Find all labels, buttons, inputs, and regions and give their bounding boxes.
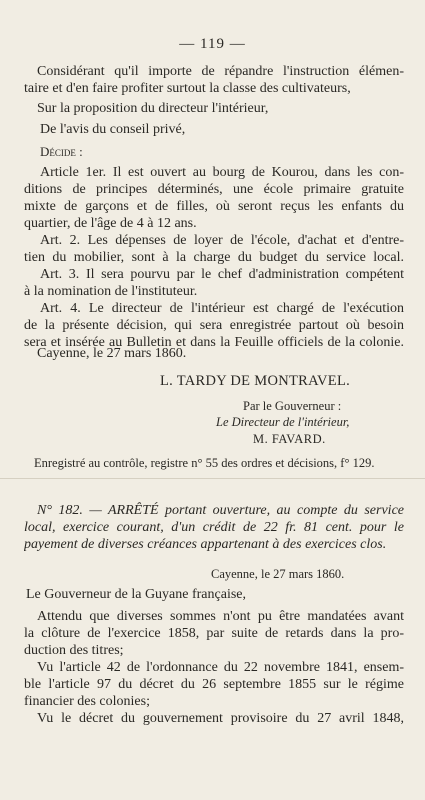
body-line-7: Vu le décret du gouvernement provisoire du 27 avril 1848, (37, 711, 404, 726)
decree-1-date: Cayenne, le 27 mars 1860. (37, 346, 187, 361)
article-4-line-1: Art. 4. Le directeur de l'intérieur est chargé de l'exécution (40, 301, 404, 316)
decide-line: Décide : (40, 144, 83, 159)
body-line-4: Vu l'article 42 de l'ordonnance du 22 novembre 1841, ensem- (37, 660, 404, 675)
article-2-line-1: Art. 2. Les dépenses de loyer de l'école, d'achat et d'entre- (40, 233, 404, 248)
arrete-title-line-3: payement de diverses créances appartenant à des exercices clos. (24, 537, 387, 552)
section-divider (0, 478, 425, 479)
arrete-title-line-2: local, exercice courant, d'un crédit de 22 fr. 81 cent. pour le (24, 520, 404, 535)
arrete-title-line-1: N° 182. — ARRÊTÉ portant ouverture, au compte du service (37, 503, 404, 518)
article-3-line-1: Art. 3. Il sera pourvu par le chef d'administration compétent (40, 267, 404, 282)
body-line-6: financier des colonies; (24, 694, 150, 709)
article-1-line-3: mixte de garçons et de filles, où seront reçus les enfants du (24, 199, 404, 214)
article-4-line-2: de la présente décision, qui sera enregistrée partout où besoin (24, 318, 404, 333)
considerant-line-2: taire et d'en faire profiter surtout la classe des cultivateurs, (24, 81, 351, 96)
article-1-line-4: quartier, de l'âge de 4 à 12 ans. (24, 216, 197, 231)
proposition-line: Sur la proposition du directeur l'intérieur, (37, 101, 269, 116)
page-number: — 119 — (179, 36, 246, 52)
article-1-line-2: ditions de principes déterminés, une école primaire gratuite (24, 182, 404, 197)
body-line-1: Attendu que diverses sommes n'ont pu être mandatées avant (37, 609, 404, 624)
favard-signature: M. FAVARD. (253, 432, 326, 446)
directeur-interieur: Le Directeur de l'intérieur, (216, 415, 350, 429)
article-2-line-2: tien du mobilier, sont à la charge du budget du service local. (24, 250, 404, 265)
body-line-3: duction des titres; (24, 643, 124, 658)
article-3-line-2: à la nomination de l'instituteur. (24, 284, 198, 299)
governor-line: Le Gouverneur de la Guyane française, (26, 587, 247, 602)
body-line-2: la clôture de l'exercice 1858, par suite de retards dans la pro- (24, 626, 404, 641)
par-le-gouverneur: Par le Gouverneur : (243, 399, 342, 413)
registration-line: Enregistré au contrôle, registre n° 55 des ordres et décisions, f° 129. (34, 456, 375, 470)
article-4-line-3: sera et insérée au Bulletin et dans la Feuille officiels de la colonie. (24, 335, 404, 350)
signatory: L. TARDY DE MONTRAVEL. (160, 373, 351, 389)
avis-line: De l'avis du conseil privé, (40, 122, 186, 137)
article-1-line-1: Article 1er. Il est ouvert au bourg de Kourou, dans les con- (40, 165, 404, 180)
decree-2-date: Cayenne, le 27 mars 1860. (211, 567, 345, 581)
body-line-5: ble l'article 97 du décret du 26 septembre 1855 sur le régime (24, 677, 404, 692)
considerant-line-1: Considérant qu'il importe de répandre l'instruction élémen- (37, 64, 404, 79)
